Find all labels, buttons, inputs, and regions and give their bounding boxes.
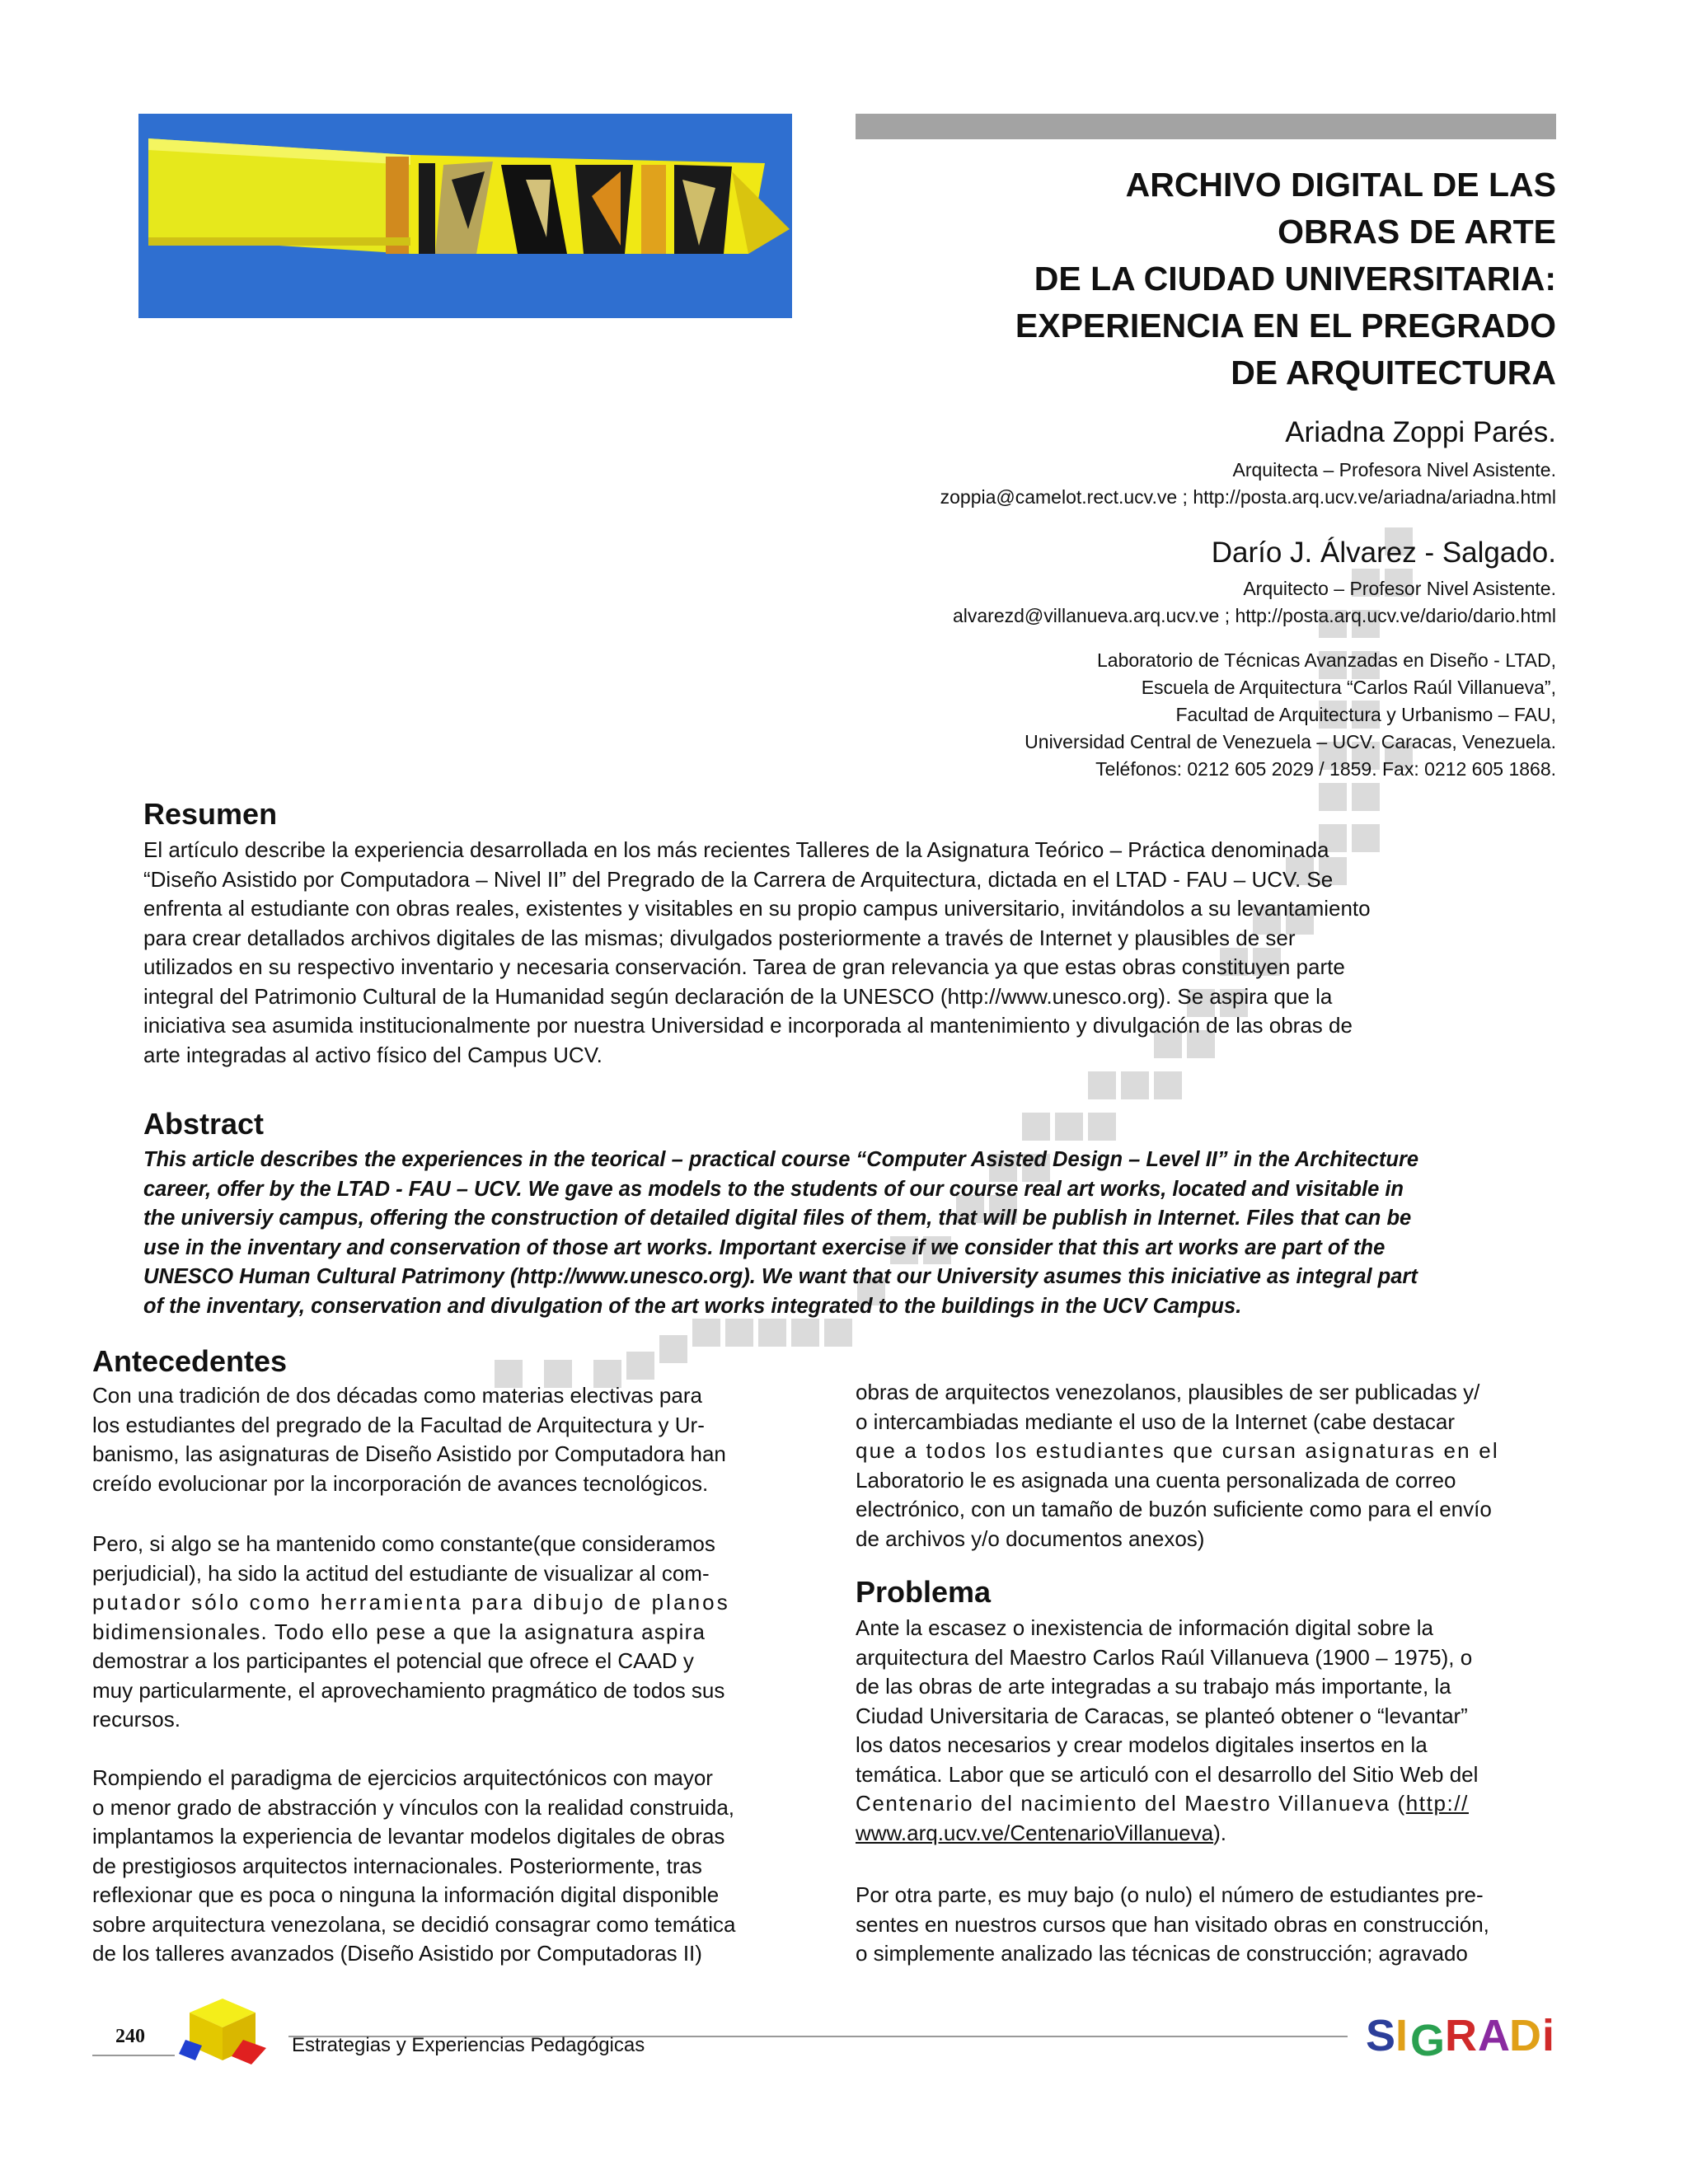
text-line: que a todos los estudiantes que cursan asignaturas en el xyxy=(856,1438,1499,1463)
footer-rule-left xyxy=(92,2055,175,2056)
watermark-square xyxy=(824,1319,852,1347)
text-line: El artículo describe la experiencia desarrollada en los más recientes Talleres de la Asignatura Teórico – Práctica denominada xyxy=(143,837,1329,862)
page-number: 240 xyxy=(115,2026,145,2047)
text-line: bidimensionales. Todo ello pese a que la asignatura aspira xyxy=(92,1619,706,1644)
watermark-square xyxy=(791,1319,819,1347)
affiliation-line: Facultad de Arquitectura y Urbanismo – FAU, xyxy=(1175,704,1556,725)
author-name: Ariadna Zoppi Parés. xyxy=(1285,416,1556,448)
sigradi-s: S xyxy=(1366,2011,1396,2060)
watermark-square xyxy=(1352,783,1380,811)
text-line: sobre arquitectura venezolana, se decidió consagrar como temática xyxy=(92,1911,736,1937)
abstract-text xyxy=(143,1146,1512,1321)
text-line xyxy=(856,1789,1556,1819)
text-line: implantamos la experiencia de levantar modelos digitales de obras xyxy=(92,1824,725,1849)
watermark-square xyxy=(1319,783,1347,811)
text-line: Ante la escasez o inexistencia de información digital sobre la xyxy=(856,1615,1433,1640)
affiliation-line: Laboratorio de Técnicas Avanzadas en Diseño - LTAD, xyxy=(1096,649,1556,671)
sigradi-r: R xyxy=(1445,2011,1477,2060)
sigradi-a: A xyxy=(1478,2011,1510,2060)
title-line: ARCHIVO DIGITAL DE LAS xyxy=(1125,166,1556,204)
text-segment: Centenario del nacimiento del Maestro Villanueva ( xyxy=(856,1791,1406,1816)
antecedentes-paragraph-3 xyxy=(92,1764,793,1969)
sigradi-g: G xyxy=(1410,2016,1446,2065)
antecedentes-paragraph-1 xyxy=(92,1381,793,1498)
header-artwork-image xyxy=(138,114,792,318)
text-line: o intercambiadas mediante el uso de la Internet (cabe destacar xyxy=(856,1408,1455,1434)
title-line: EXPERIENCIA EN EL PREGRADO xyxy=(1015,307,1556,344)
affiliation-line: Escuela de Arquitectura “Carlos Raúl Villanueva”, xyxy=(1141,677,1556,698)
antecedentes-heading: Antecedentes xyxy=(92,1344,288,1378)
text-line: “Diseño Asistido por Computadora – Nivel II” del Pregrado de la Carrera de Arquitectura, dictada en el LTAD - FAU – UCV. Se xyxy=(143,866,1334,892)
footer-section-title: Estrategias y Experiencias Pedagógicas xyxy=(292,2034,645,2056)
text-line: los estudiantes del pregrado de la Facultad de Arquitectura y Ur- xyxy=(92,1412,705,1437)
author-contact: zoppia@camelot.rect.ucv.ve ; http://posta.arq.ucv.ve/ariadna/ariadna.html xyxy=(940,486,1556,508)
problema-paragraph-2 xyxy=(856,1881,1556,1969)
text-line: UNESCO Human Cultural Patrimony (http://www.unesco.org). We want that our University asumes this iniciative as integral part xyxy=(143,1265,1418,1288)
text-line: integral del Patrimonio Cultural de la Humanidad según declaración de la UNESCO (http://www.unesco.org). Se aspira que la xyxy=(143,983,1333,1009)
abstract-heading: Abstract xyxy=(143,1107,265,1141)
author-role: Arquitecta – Profesora Nivel Asistente. xyxy=(1232,459,1556,480)
watermark-square xyxy=(1088,1113,1116,1141)
text-line: obras de arquitectos venezolanos, plausibles de ser publicadas y/ xyxy=(856,1380,1480,1404)
text-line xyxy=(856,1819,1556,1849)
sigradi-i: I xyxy=(1395,2011,1409,2060)
affiliation-line: Universidad Central de Venezuela – UCV. Caracas, Venezuela. xyxy=(1025,731,1556,752)
watermark-square xyxy=(692,1319,720,1347)
author-name: Darío J. Álvarez - Salgado. xyxy=(1211,537,1556,569)
sigradi-logo xyxy=(1364,2008,1558,2065)
problema-paragraph-1 xyxy=(856,1614,1556,1848)
header-bar xyxy=(856,114,1556,139)
watermark-square xyxy=(725,1319,753,1347)
cube-logo-icon xyxy=(177,1994,272,2069)
text-line: los datos necesarios y crear modelos digitales insertos en la xyxy=(856,1732,1428,1757)
text-line: de archivos y/o documentos anexos) xyxy=(856,1526,1205,1551)
text-line: temática. Labor que se articuló con el desarrollo del Sitio Web del xyxy=(856,1761,1479,1787)
text-line: o menor grado de abstracción y vínculos con la realidad construida, xyxy=(92,1794,734,1820)
text-line: This article describes the experiences in the teorical – practical course “Computer Asisted Design – Level II” in the Architecture xyxy=(143,1148,1419,1171)
text-line: o simplemente analizado las técnicas de construcción; agravado xyxy=(856,1941,1468,1966)
paper-title xyxy=(847,162,1556,396)
text-line: utilizados en su respectivo inventario y necesaria conservación. Tarea de gran relevancia ya que estas obras constituyen parte xyxy=(143,954,1345,979)
antecedentes-continued xyxy=(856,1378,1556,1554)
author-role: Arquitecto – Profesor Nivel Asistente. xyxy=(1243,578,1556,599)
watermark-square xyxy=(1088,1071,1116,1099)
watermark-square xyxy=(1022,1113,1050,1141)
watermark-square xyxy=(1055,1113,1083,1141)
text-line: muy particularmente, el aprovechamiento pragmático de todos sus xyxy=(92,1677,725,1703)
text-line: creído evolucionar por la incorporación de avances tecnológicos. xyxy=(92,1470,709,1496)
text-line: de los talleres avanzados (Diseño Asistido por Computadoras II) xyxy=(92,1941,702,1966)
text-line: Por otra parte, es muy bajo (o nulo) el número de estudiantes pre- xyxy=(856,1882,1484,1907)
author-block-2 xyxy=(732,534,1556,630)
text-line: sentes en nuestros cursos que han visitado obras en construcción, xyxy=(856,1911,1489,1937)
text-line: banismo, las asignaturas de Diseño Asistido por Computadora han xyxy=(92,1441,726,1466)
author-contact: alvarezd@villanueva.arq.ucv.ve ; http://posta.arq.ucv.ve/dario/dario.html xyxy=(952,605,1556,626)
text-line: the universiy campus, offering the construction of detailed digital files of them, that will be publish in Internet. Files that can be xyxy=(143,1207,1412,1230)
watermark-square xyxy=(659,1335,687,1363)
text-line: Ciudad Universitaria de Caracas, se planteó obtener o “levantar” xyxy=(856,1703,1468,1728)
text-line: Laboratorio le es asignada una cuenta personalizada de correo xyxy=(856,1467,1456,1493)
resumen-text xyxy=(143,836,1503,1070)
title-line: OBRAS DE ARTE xyxy=(1278,213,1556,251)
text-line: de prestigiosos arquitectos internacionales. Posteriormente, tras xyxy=(92,1853,702,1878)
text-line: Con una tradición de dos décadas como materias electivas para xyxy=(92,1383,702,1408)
watermark-square xyxy=(1154,1071,1182,1099)
sigradi-i2: i xyxy=(1542,2011,1555,2060)
sigradi-d: D xyxy=(1509,2011,1541,2060)
text-line: para crear detallados archivos digitales de las mismas; divulgados posteriormente a través de Internet y plausibles de ser xyxy=(143,925,1296,950)
text-line: electrónico, con un tamaño de buzón suficiente como para el envío xyxy=(856,1497,1492,1521)
title-line: DE LA CIUDAD UNIVERSITARIA: xyxy=(1034,260,1556,298)
text-line: career, offer by the LTAD - FAU – UCV. We gave as models to the students of our course real art works, located and visitable in xyxy=(143,1177,1404,1201)
affiliation xyxy=(814,647,1556,783)
text-line: iniciativa sea asumida institucionalmente por nuestra Universidad e incorporada al mantenimiento y divulgación de las obras de xyxy=(143,1013,1353,1038)
text-line: enfrenta al estudiante con obras reales, existentes y visitables en su propio campus universitario, invitándolos a su levantamiento xyxy=(143,896,1371,921)
text-line: arquitectura del Maestro Carlos Raúl Villanueva (1900 – 1975), o xyxy=(856,1644,1473,1670)
centenario-link-continued[interactable]: www.arq.ucv.ve/CentenarioVillanueva xyxy=(856,1820,1214,1845)
centenario-link[interactable]: http:// xyxy=(1405,1791,1469,1816)
text-line: reflexionar que es poca o ninguna la información digital disponible xyxy=(92,1882,720,1907)
text-segment: ). xyxy=(1213,1820,1226,1845)
title-line: DE ARQUITECTURA xyxy=(1231,354,1556,391)
text-line: recursos. xyxy=(92,1707,181,1732)
resumen-heading: Resumen xyxy=(143,797,278,831)
text-line: Rompiendo el paradigma de ejercicios arquitectónicos con mayor xyxy=(92,1765,713,1790)
affiliation-line: Teléfonos: 0212 605 2029 / 1859. Fax: 0212 605 1868. xyxy=(1095,758,1556,780)
text-line: demostrar a los participantes el potencial que ofrece el CAAD y xyxy=(92,1648,694,1673)
watermark-square xyxy=(758,1319,786,1347)
problema-heading: Problema xyxy=(856,1575,992,1609)
antecedentes-paragraph-2 xyxy=(92,1530,793,1735)
watermark-square xyxy=(1121,1071,1149,1099)
author-block-1 xyxy=(732,414,1556,511)
text-line: putador sólo como herramienta para dibujo de planos xyxy=(92,1590,730,1615)
watermark-square xyxy=(626,1352,654,1380)
text-line: use in the inventary and conservation of those art works. Important exercise if we consider that this art works are part of the xyxy=(143,1235,1386,1259)
text-line: arte integradas al activo físico del Campus UCV. xyxy=(143,1042,603,1067)
text-line: perjudicial), ha sido la actitud del estudiante de visualizar al com- xyxy=(92,1560,710,1586)
text-line: Pero, si algo se ha mantenido como constante(que consideramos xyxy=(92,1531,715,1556)
text-line: of the inventary, conservation and divulgation of the art works integrated to the buildings in the UCV Campus. xyxy=(143,1294,1242,1318)
text-line: de las obras de arte integradas a su trabajo más importante, la xyxy=(856,1674,1451,1699)
